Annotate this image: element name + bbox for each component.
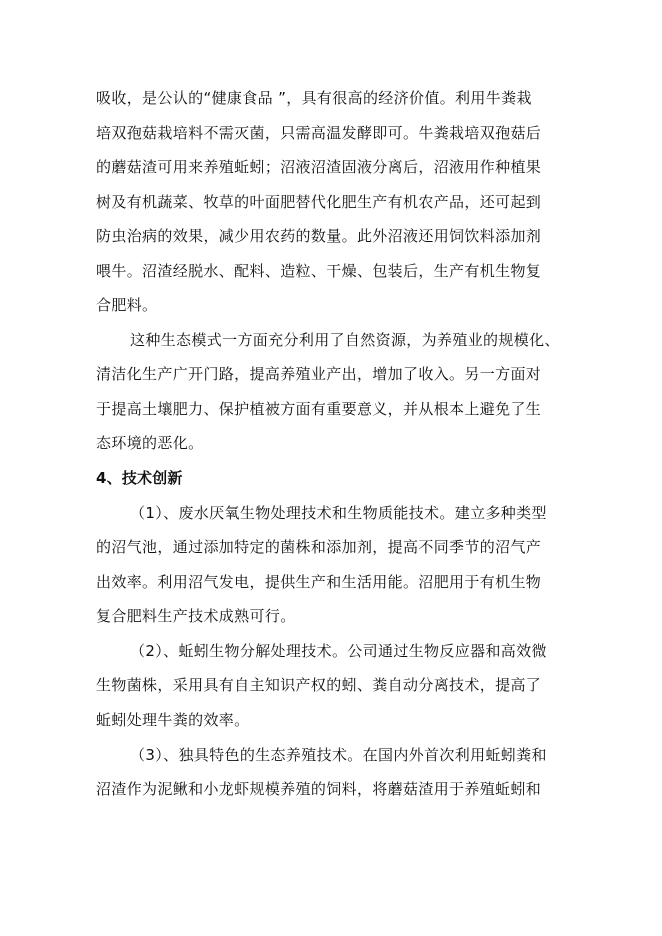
text-line: 这种生态模式一方面充分利用了自然资源，为养殖业的规模化、 [130, 331, 560, 349]
text-line: 的蘑菇渣可用来养殖蚯蚓；沼液沼渣固液分离后，沼液用作种植果 [96, 158, 542, 176]
text-line: 喂牛。沼渣经脱水、配料、造粒、干燥、包装后，生产有机生物复 [96, 262, 542, 280]
text-line: 树及有机蔬菜、牧草的叶面肥替代化肥生产有机农产品，还可起到 [96, 193, 542, 211]
text-line: 清洁化生产广开门路，提高养殖业产出，增加了收入。另一方面对 [96, 365, 542, 383]
text-line: （3）、独具特色的生态养殖技术。在国内外首次利用蚯蚓粪和 [130, 746, 547, 764]
text-line: 于提高土壤肥力、保护植被方面有重要意义，并从根本上避免了生 [96, 400, 542, 418]
section-heading: 4、技术创新 [96, 469, 183, 487]
text-line: 吸收，是公认的“健康食品 ”，具有很高的经济价值。利用牛粪栽 [96, 89, 532, 107]
text-line: 沼渣作为泥鳅和小龙虾规模养殖的饲料，将蘑菇渣用于养殖蚯蚓和 [96, 780, 542, 798]
text-line: 蚯蚓处理牛粪的效率。 [96, 711, 250, 729]
text-line: 态环境的恶化。 [96, 434, 204, 452]
text-line: 生物菌株，采用具有自主知识产权的蚓、粪自动分离技术，提高了 [96, 676, 542, 694]
text-line: 培双孢菇栽培料不需灭菌，只需高温发酵即可。牛粪栽培双孢菇后 [96, 124, 542, 142]
text-line: 合肥料。 [96, 296, 158, 314]
text-line: 防虫治病的效果，减少用农药的数量。此外沼液还用饲饮料添加剂 [96, 227, 542, 245]
text-line: （2）、蚯蚓生物分解处理技术。公司通过生物反应器和高效微 [130, 642, 547, 660]
text-line: 复合肥料生产技术成熟可行。 [96, 607, 296, 625]
text-line: （1）、废水厌氧生物处理技术和生物质能技术。建立多种类型 [130, 504, 547, 522]
text-line: 的沼气池，通过添加特定的菌株和添加剂，提高不同季节的沼气产 [96, 538, 542, 556]
text-line: 出效率。利用沼气发电，提供生产和生活用能。沼肥用于有机生物 [96, 573, 542, 591]
